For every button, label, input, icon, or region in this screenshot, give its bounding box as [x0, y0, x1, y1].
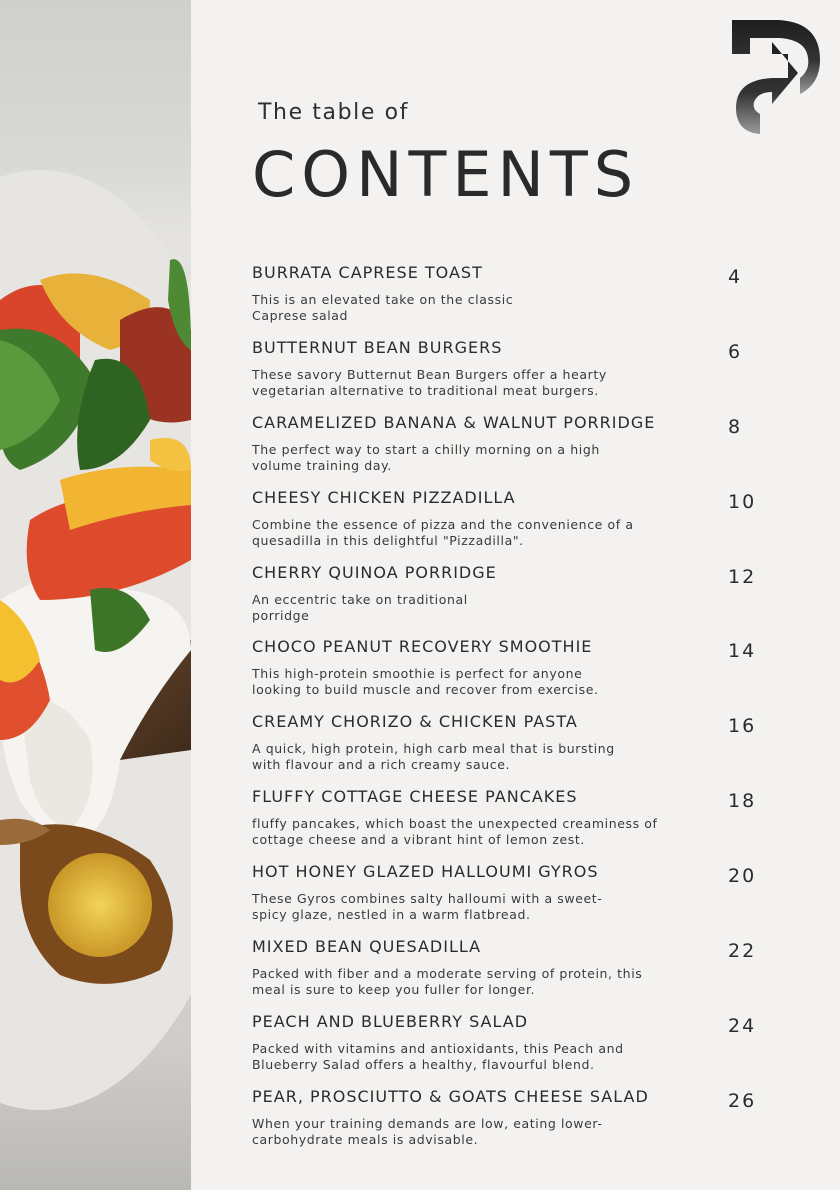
toc-entry[interactable]	[252, 937, 812, 1012]
entry-title: BUTTERNUT BEAN BURGERS	[252, 337, 503, 357]
entry-title: CARAMELIZED BANANA & WALNUT PORRIDGE	[252, 412, 656, 432]
entry-description: These savory Butternut Bean Burgers offer a hearty vegetarian alternative to traditional meat burgers.	[252, 366, 607, 398]
entry-description: These Gyros combines salty halloumi with a sweet- spicy glaze, nestled in a warm flatbread.	[252, 891, 603, 923]
brand-logo-icon	[728, 18, 824, 138]
toc-entry[interactable]	[252, 1012, 812, 1087]
toc-entry[interactable]	[252, 712, 812, 787]
toc-entry[interactable]	[252, 263, 812, 338]
entry-description: Packed with fiber and a moderate serving of protein, this meal is sure to keep you fuller for longer.	[252, 966, 643, 998]
entry-title: CHERRY QUINOA PORRIDGE	[252, 562, 497, 582]
entry-title: FLUFFY COTTAGE CHEESE PANCAKES	[252, 787, 578, 807]
food-photo	[0, 0, 191, 1190]
entry-description: When your training demands are low, eating lower- carbohydrate meals is advisable.	[252, 1115, 603, 1147]
entry-title: BURRATA CAPRESE TOAST	[252, 263, 483, 282]
entry-title: CREAMY CHORIZO & CHICKEN PASTA	[252, 712, 578, 732]
entry-page-number: 6	[728, 340, 743, 363]
toc-entry[interactable]	[252, 413, 812, 488]
page-title: CONTENTS	[252, 138, 640, 211]
page-subtitle: The table of	[258, 100, 410, 125]
toc-entry[interactable]	[252, 563, 812, 638]
toc-entry[interactable]	[252, 787, 812, 862]
entry-page-number: 16	[728, 715, 757, 738]
table-of-contents	[252, 263, 812, 1162]
entry-title: PEACH AND BLUEBERRY SALAD	[252, 1011, 529, 1031]
entry-page-number: 8	[728, 415, 743, 438]
entry-page-number: 20	[728, 865, 757, 888]
entry-page-number: 4	[728, 266, 743, 288]
entry-description: Packed with vitamins and antioxidants, this Peach and Blueberry Salad offers a healthy, flavourful blend.	[252, 1040, 624, 1072]
entry-title: MIXED BEAN QUESADILLA	[252, 937, 482, 957]
entry-page-number: 12	[728, 565, 757, 588]
entry-description: This is an elevated take on the classic Caprese salad	[252, 292, 514, 323]
entry-page-number: 10	[728, 490, 757, 513]
toc-entry[interactable]	[252, 488, 812, 563]
entry-page-number: 26	[728, 1089, 757, 1112]
toc-entry[interactable]	[252, 1087, 812, 1162]
entry-description: fluffy pancakes, which boast the unexpected creaminess of cottage cheese and a vibrant hint of lemon zest.	[252, 816, 658, 848]
toc-entry[interactable]	[252, 862, 812, 937]
entry-description: A quick, high protein, high carb meal that is bursting with flavour and a rich creamy sauce.	[252, 741, 615, 773]
toc-entry[interactable]	[252, 637, 812, 712]
caprese-food-illustration	[0, 0, 191, 1190]
entry-page-number: 22	[728, 940, 757, 963]
entry-title: CHOCO PEANUT RECOVERY SMOOTHIE	[252, 637, 593, 657]
entry-description: Combine the essence of pizza and the convenience of a quesadilla in this delightful "Pizzadilla".	[252, 516, 634, 548]
entry-title: PEAR, PROSCIUTTO & GOATS CHEESE SALAD	[252, 1086, 649, 1106]
toc-entry[interactable]	[252, 338, 812, 413]
entry-description: An eccentric take on traditional porridge	[252, 591, 468, 623]
entry-page-number: 18	[728, 790, 757, 813]
entry-page-number: 14	[728, 640, 757, 663]
entry-description: This high-protein smoothie is perfect for anyone looking to build muscle and recover from exercise.	[252, 666, 599, 698]
entry-description: The perfect way to start a chilly morning on a high volume training day.	[252, 441, 600, 473]
entry-page-number: 24	[728, 1014, 757, 1037]
entry-title: CHEESY CHICKEN PIZZADILLA	[252, 487, 516, 507]
entry-title: HOT HONEY GLAZED HALLOUMI GYROS	[252, 862, 599, 882]
